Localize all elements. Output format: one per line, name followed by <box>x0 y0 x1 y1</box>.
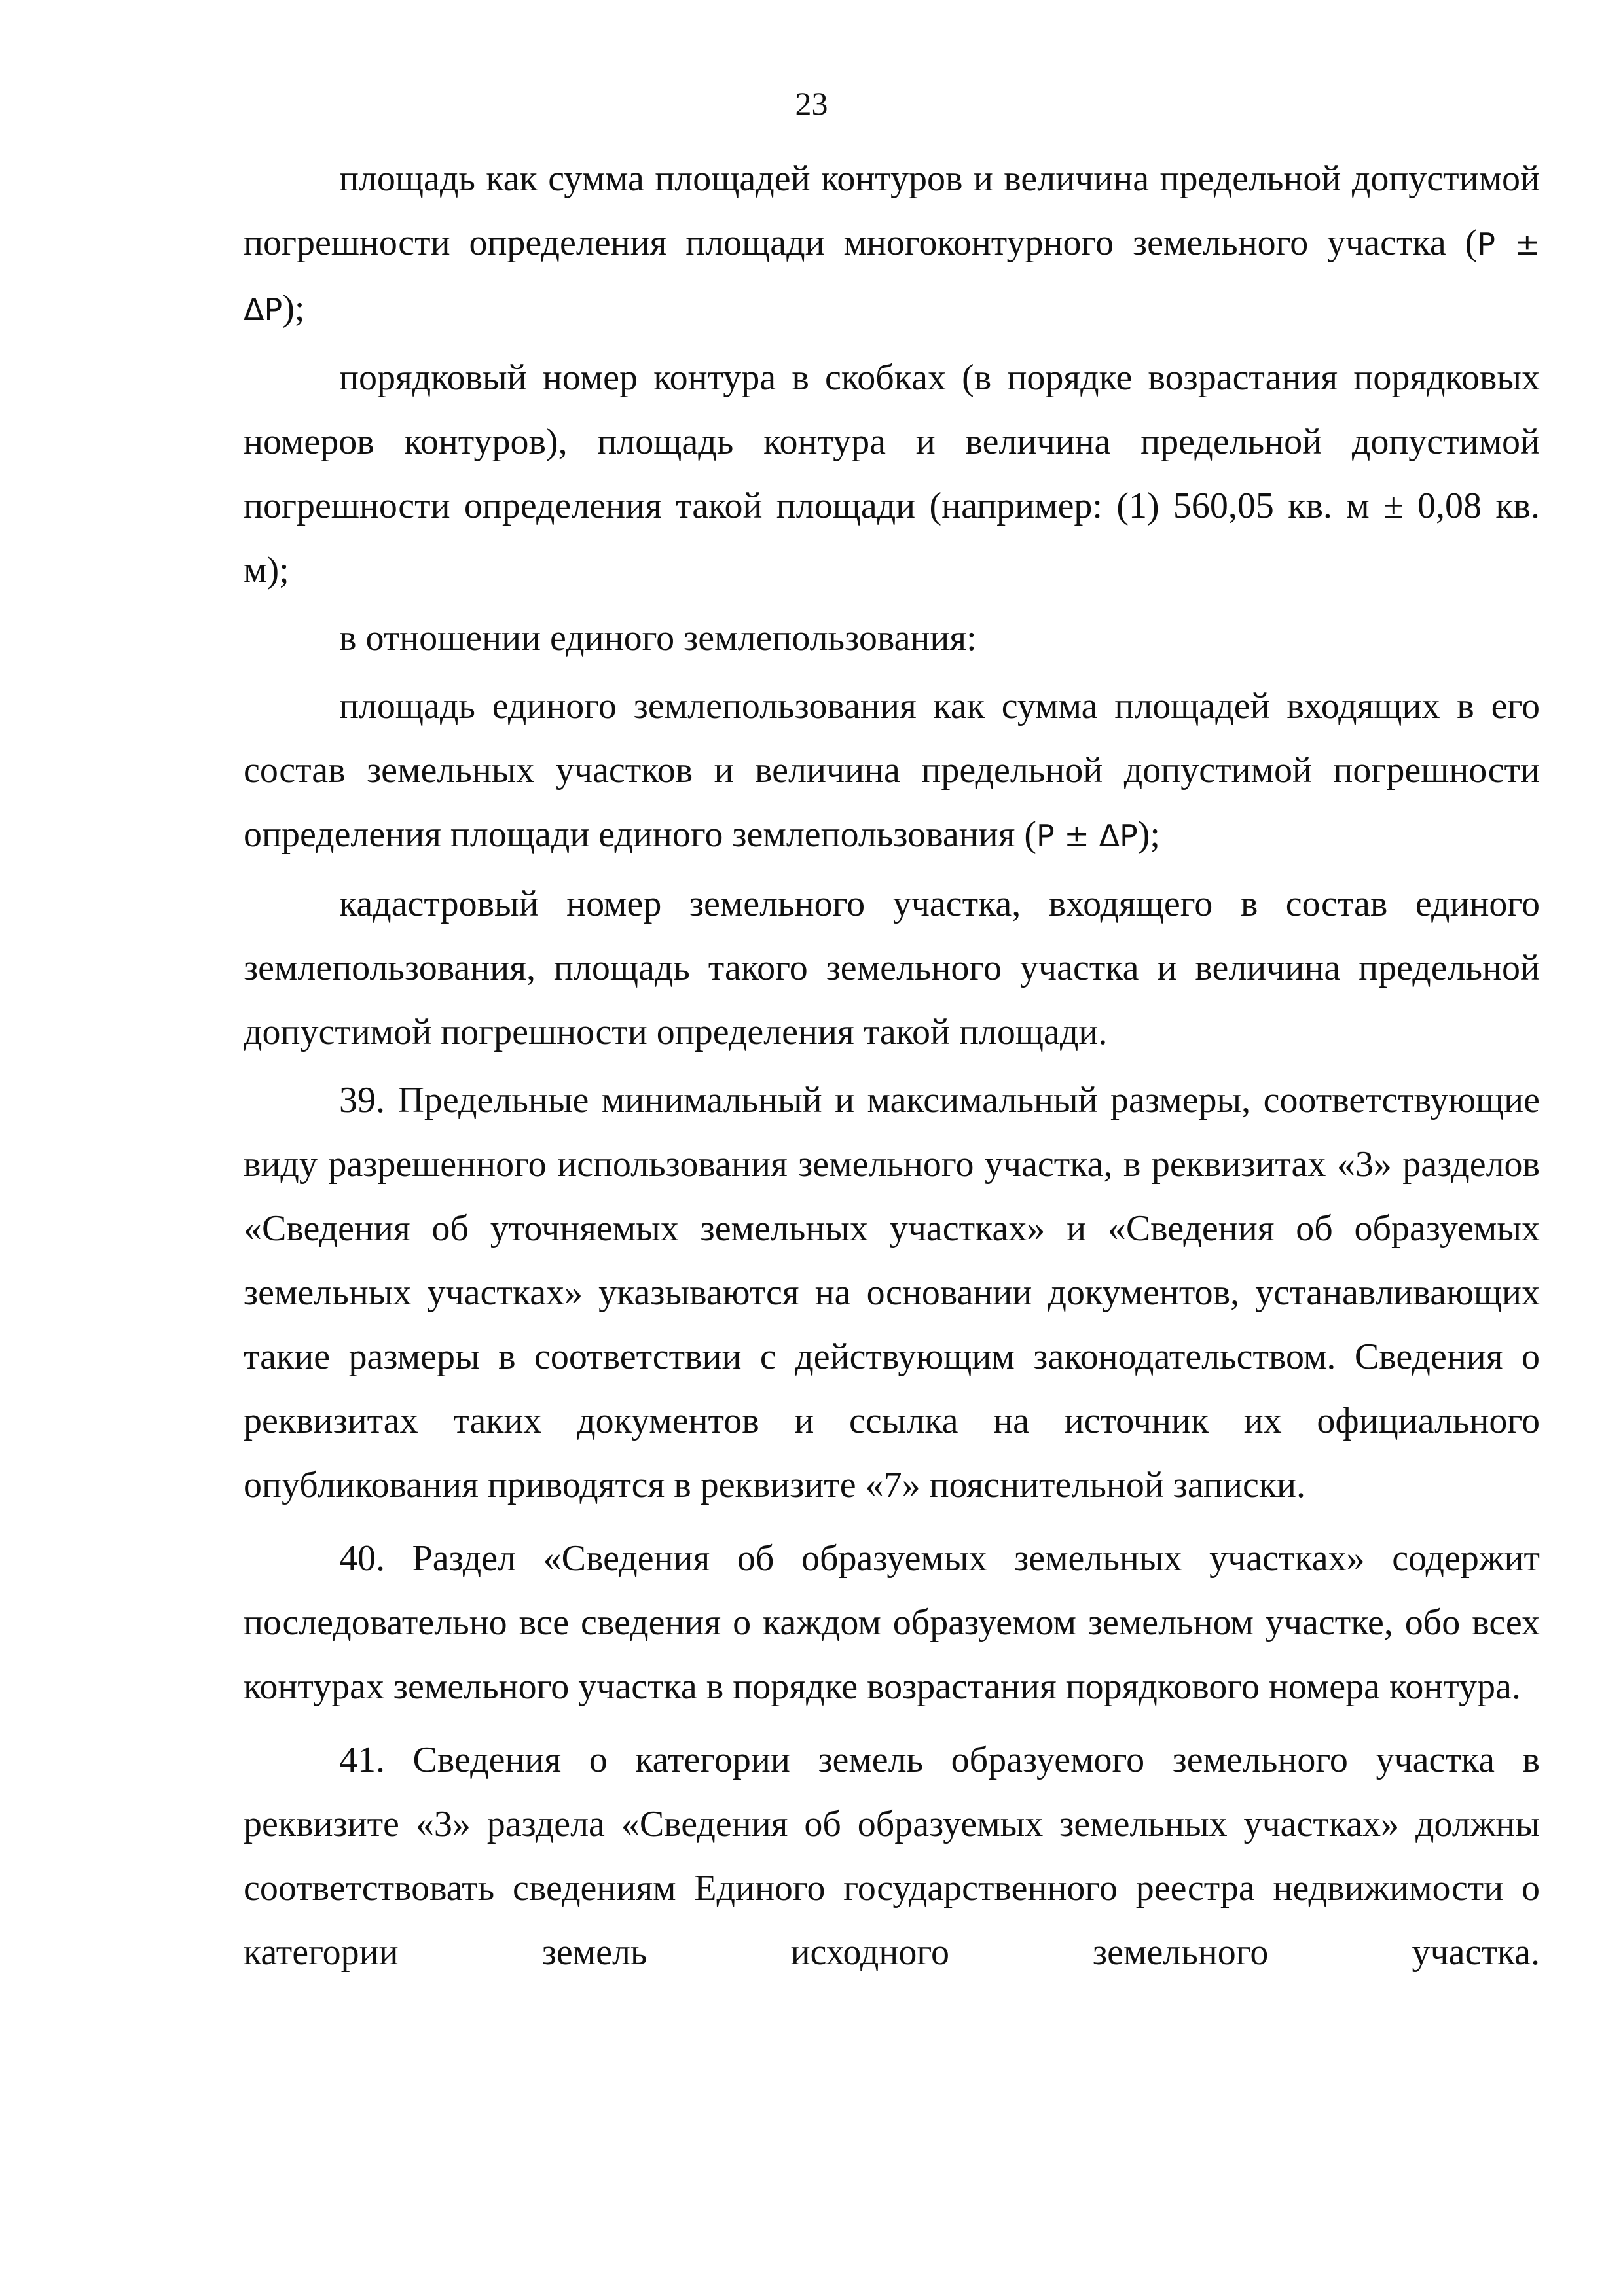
formula-close: ); <box>282 288 305 329</box>
paragraph-multicontour-area <box>244 147 1540 342</box>
formula-open: ( <box>1446 223 1478 263</box>
paragraph-item-39: 39. Предельные минимальный и максимальный размеры, соответствующие виду разрешенного использования земельного участка, в реквизитах «3» разделов «Сведения об уточняемых земельных участках» и «Сведения об образуемых земельных участках» указываются на основании документов, устанавливающих такие размеры в соответствии с действующим законодательством. Сведения о реквизитах таких документов и ссылка на источник их официального опубликования приводятся в реквизите «7» пояснительной записки. <box>244 1080 1540 1505</box>
paragraph-unified-area <box>244 674 1540 868</box>
formula-open: ( <box>1015 814 1037 855</box>
area-formula: P ± ΔP <box>244 226 1540 327</box>
paragraph-contour-number: порядковый номер контура в скобках (в порядке возрастания порядковых номеров контуров), площадь контура и величина предельной допустимой погрешности определения такой площади (например: (1) 560,05 кв. м ± 0,08 кв. м); <box>244 357 1540 590</box>
page-number: 23 <box>795 85 828 122</box>
paragraph-cadastral-number: кадастровый номер земельного участка, входящего в состав единого землепользования, площадь такого земельного участка и величина предельной допустимой погрешности определения такой площади. <box>244 884 1540 1052</box>
area-formula: P ± ΔP <box>1036 818 1138 853</box>
formula-close: ); <box>1137 814 1160 855</box>
paragraph-unified-land-use: в отношении единого землепользования: <box>339 618 977 658</box>
paragraph-item-41: 41. Сведения о категории земель образуемого земельного участка в реквизите «3» раздела «Сведения об образуемых земельных участках» должны соответствовать сведениям Единого государственного реестра недвижимости о категории земель исходного земельного участка. <box>244 1740 1540 1973</box>
document-body <box>244 147 1540 1984</box>
paragraph-item-40: 40. Раздел «Сведения об образуемых земельных участках» содержит последовательно все сведения о каждом образуемом земельном участке, обо всех контурах земельного участка в порядке возрастания порядкового номера контура. <box>244 1538 1540 1707</box>
paragraph-text: площадь единого землепользования как сумма площадей входящих в его состав земельных участков и величина предельной допустимой погрешности определения площади единого землепользования <box>244 686 1540 855</box>
paragraph-text: площадь как сумма площадей контуров и величина предельной допустимой погрешности определения площади многоконтурного земельного участка <box>244 158 1540 263</box>
